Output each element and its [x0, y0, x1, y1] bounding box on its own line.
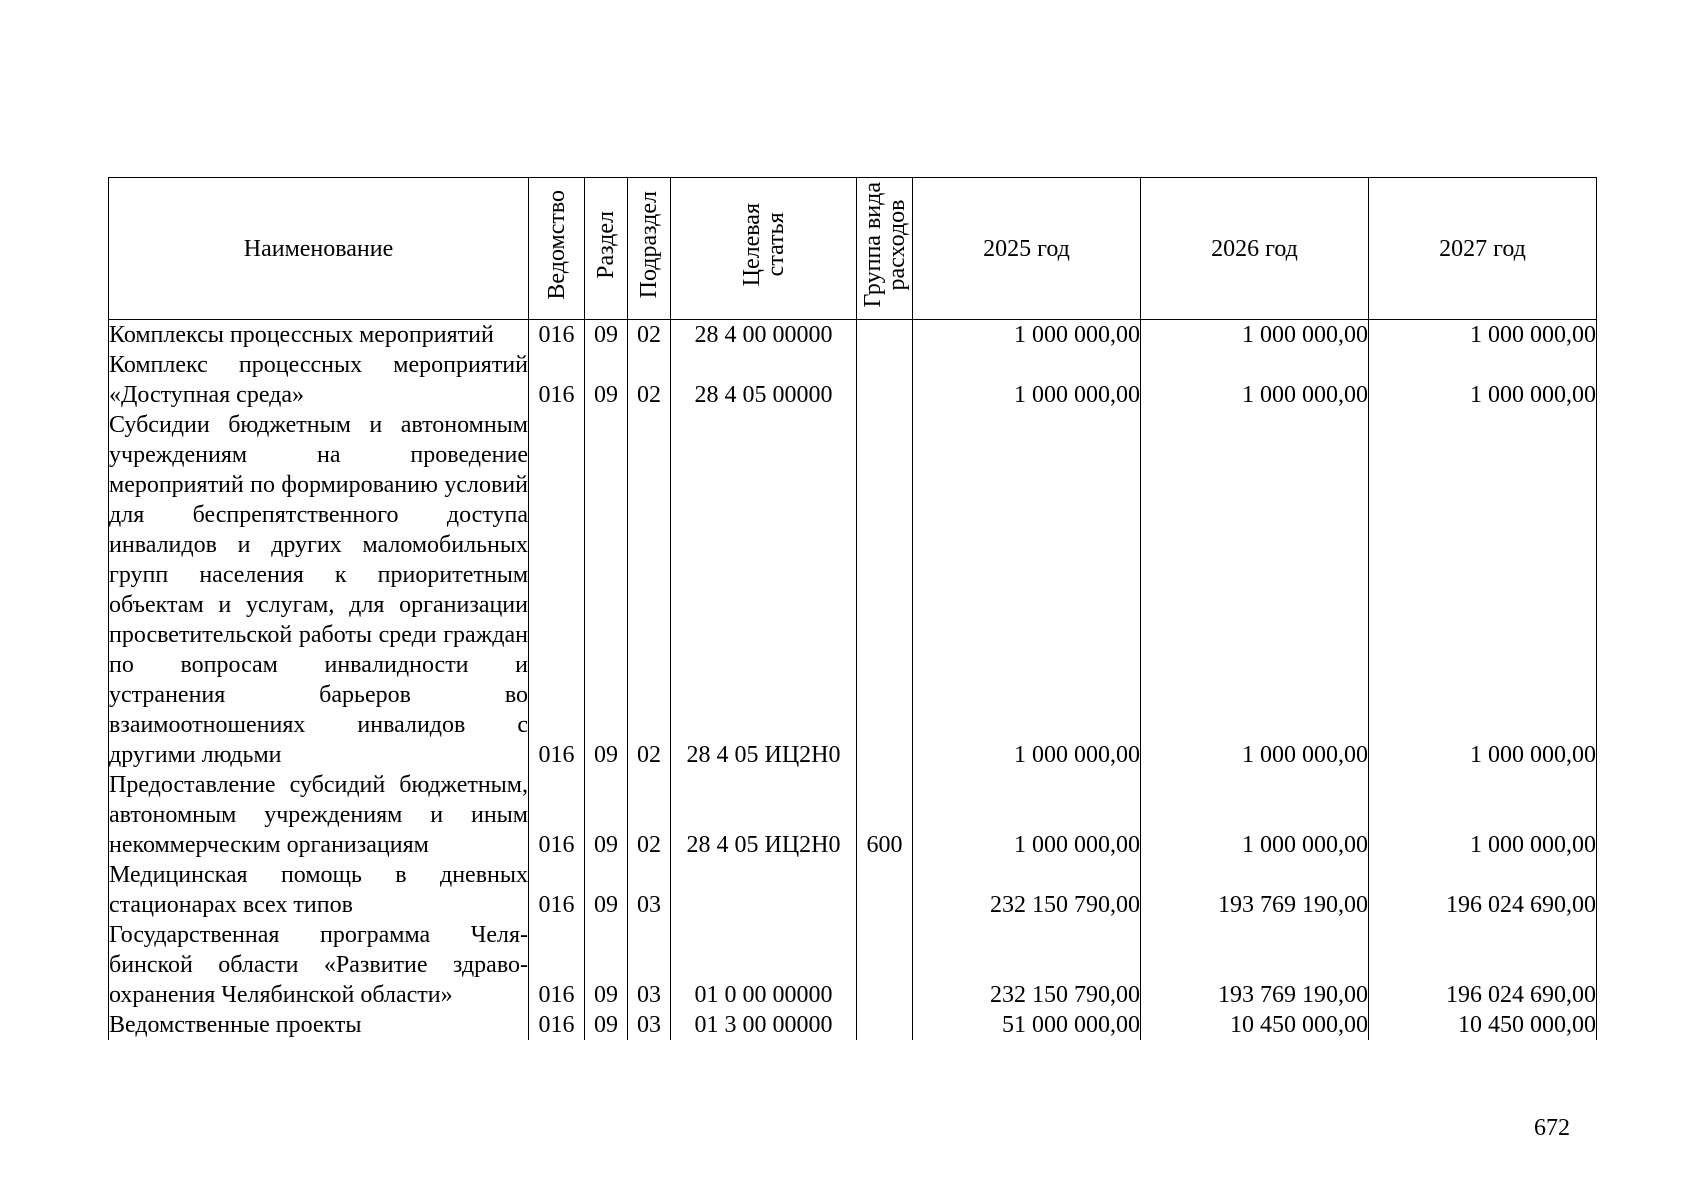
row-podrazdel: 02: [628, 410, 671, 770]
row-name: Государственная программа Челябинской области «Развитие здравоохранения Челябинской области»: [109, 922, 528, 1008]
table-header-row: [109, 178, 1597, 320]
row-amount-2027: 1 000 000,00: [1369, 350, 1597, 410]
row-gruppa-vida: [857, 1010, 913, 1040]
row-razdel: 09: [585, 1010, 628, 1040]
row-amount-2026: 1 000 000,00: [1141, 350, 1369, 410]
row-name: Медицинская помощь в дневных стационарах всех типов: [109, 862, 528, 918]
row-amount-2027: 1 000 000,00: [1369, 410, 1597, 770]
row-amount-2027: 196 024 690,00: [1369, 860, 1597, 920]
row-amount-2025: 232 150 790,00: [913, 920, 1141, 1010]
table-row: [109, 410, 1597, 770]
row-gruppa-vida: 600: [857, 770, 913, 860]
row-amount-2025: 1 000 000,00: [913, 410, 1141, 770]
header-gruppa-vida-raskhodov: Группа вида расходов: [857, 178, 913, 320]
row-amount-2027: 1 000 000,00: [1369, 770, 1597, 860]
row-amount-2025: 1 000 000,00: [913, 350, 1141, 410]
row-vedomstvo: 016: [529, 860, 585, 920]
budget-table: [108, 177, 1597, 1040]
row-gruppa-vida: [857, 320, 913, 351]
row-podrazdel: 02: [628, 350, 671, 410]
row-name: Ведомственные проекты: [109, 1010, 529, 1040]
row-podrazdel: 02: [628, 320, 671, 351]
row-celevaya-statya: 28 4 05 00000: [671, 350, 857, 410]
row-vedomstvo: 016: [529, 410, 585, 770]
row-gruppa-vida: [857, 350, 913, 410]
row-gruppa-vida: [857, 860, 913, 920]
table-row: [109, 320, 1597, 351]
header-vedomstvo: Ведомство: [529, 178, 585, 320]
row-amount-2025: 232 150 790,00: [913, 860, 1141, 920]
row-amount-2026: 1 000 000,00: [1141, 320, 1369, 351]
row-podrazdel: 03: [628, 1010, 671, 1040]
row-vedomstvo: 016: [529, 350, 585, 410]
row-name: Комплекс процессных мероприятий «Доступная среда»: [109, 352, 528, 408]
row-celevaya-statya: 01 3 00 00000: [671, 1010, 857, 1040]
row-amount-2027: 10 450 000,00: [1369, 1010, 1597, 1040]
row-amount-2025: 1 000 000,00: [913, 770, 1141, 860]
row-amount-2027: 196 024 690,00: [1369, 920, 1597, 1010]
row-razdel: 09: [585, 770, 628, 860]
row-amount-2026: 193 769 190,00: [1141, 860, 1369, 920]
row-amount-2026: 10 450 000,00: [1141, 1010, 1369, 1040]
row-amount-2025: 51 000 000,00: [913, 1010, 1141, 1040]
header-2025: 2025 год: [913, 178, 1141, 320]
table-row: [109, 770, 1597, 860]
row-gruppa-vida: [857, 920, 913, 1010]
row-amount-2025: 1 000 000,00: [913, 320, 1141, 351]
row-razdel: 09: [585, 860, 628, 920]
row-celevaya-statya: 28 4 05 ИЦ2Н0: [671, 410, 857, 770]
row-podrazdel: 03: [628, 860, 671, 920]
row-name: Комплексы процессных мероприятий: [109, 320, 529, 351]
table-row: [109, 350, 1597, 410]
header-podrazdel: Подраздел: [628, 178, 671, 320]
page-number: 672: [1534, 1115, 1570, 1141]
table-row: [109, 920, 1597, 1010]
row-gruppa-vida: [857, 410, 913, 770]
header-2026: 2026 год: [1141, 178, 1369, 320]
row-razdel: 09: [585, 350, 628, 410]
row-amount-2026: 1 000 000,00: [1141, 410, 1369, 770]
row-name: Предоставление субсидий бюджетным, автономным учреждениям и иным некоммерческим организациям: [109, 772, 528, 858]
header-name: Наименование: [109, 178, 529, 320]
row-amount-2026: 1 000 000,00: [1141, 770, 1369, 860]
table-row: [109, 860, 1597, 920]
header-razdel: Раздел: [585, 178, 628, 320]
row-amount-2026: 193 769 190,00: [1141, 920, 1369, 1010]
row-celevaya-statya: 28 4 00 00000: [671, 320, 857, 351]
row-celevaya-statya: 01 0 00 00000: [671, 920, 857, 1010]
row-razdel: 09: [585, 410, 628, 770]
row-podrazdel: 02: [628, 770, 671, 860]
row-podrazdel: 03: [628, 920, 671, 1010]
row-name: Субсидии бюджетным и автономным учреждениям на проведение мероприятий по формированию условий для беспрепятственного доступа инвалидов и других маломобильных групп населения к приоритетным объектам и услугам, для организации просветительской работы среди граждан по вопросам инвалидности и устранения барьеров во взаимоотношениях инвалидов с другими людьми: [109, 412, 528, 768]
row-celevaya-statya: 28 4 05 ИЦ2Н0: [671, 770, 857, 860]
row-amount-2027: 1 000 000,00: [1369, 320, 1597, 351]
row-vedomstvo: 016: [529, 1010, 585, 1040]
header-celevaya-statya: Целевая статья: [671, 178, 857, 320]
table-row: [109, 1010, 1597, 1040]
row-razdel: 09: [585, 920, 628, 1010]
row-vedomstvo: 016: [529, 770, 585, 860]
row-vedomstvo: 016: [529, 320, 585, 351]
header-2027: 2027 год: [1369, 178, 1597, 320]
row-celevaya-statya: [671, 860, 857, 920]
row-vedomstvo: 016: [529, 920, 585, 1010]
row-razdel: 09: [585, 320, 628, 351]
